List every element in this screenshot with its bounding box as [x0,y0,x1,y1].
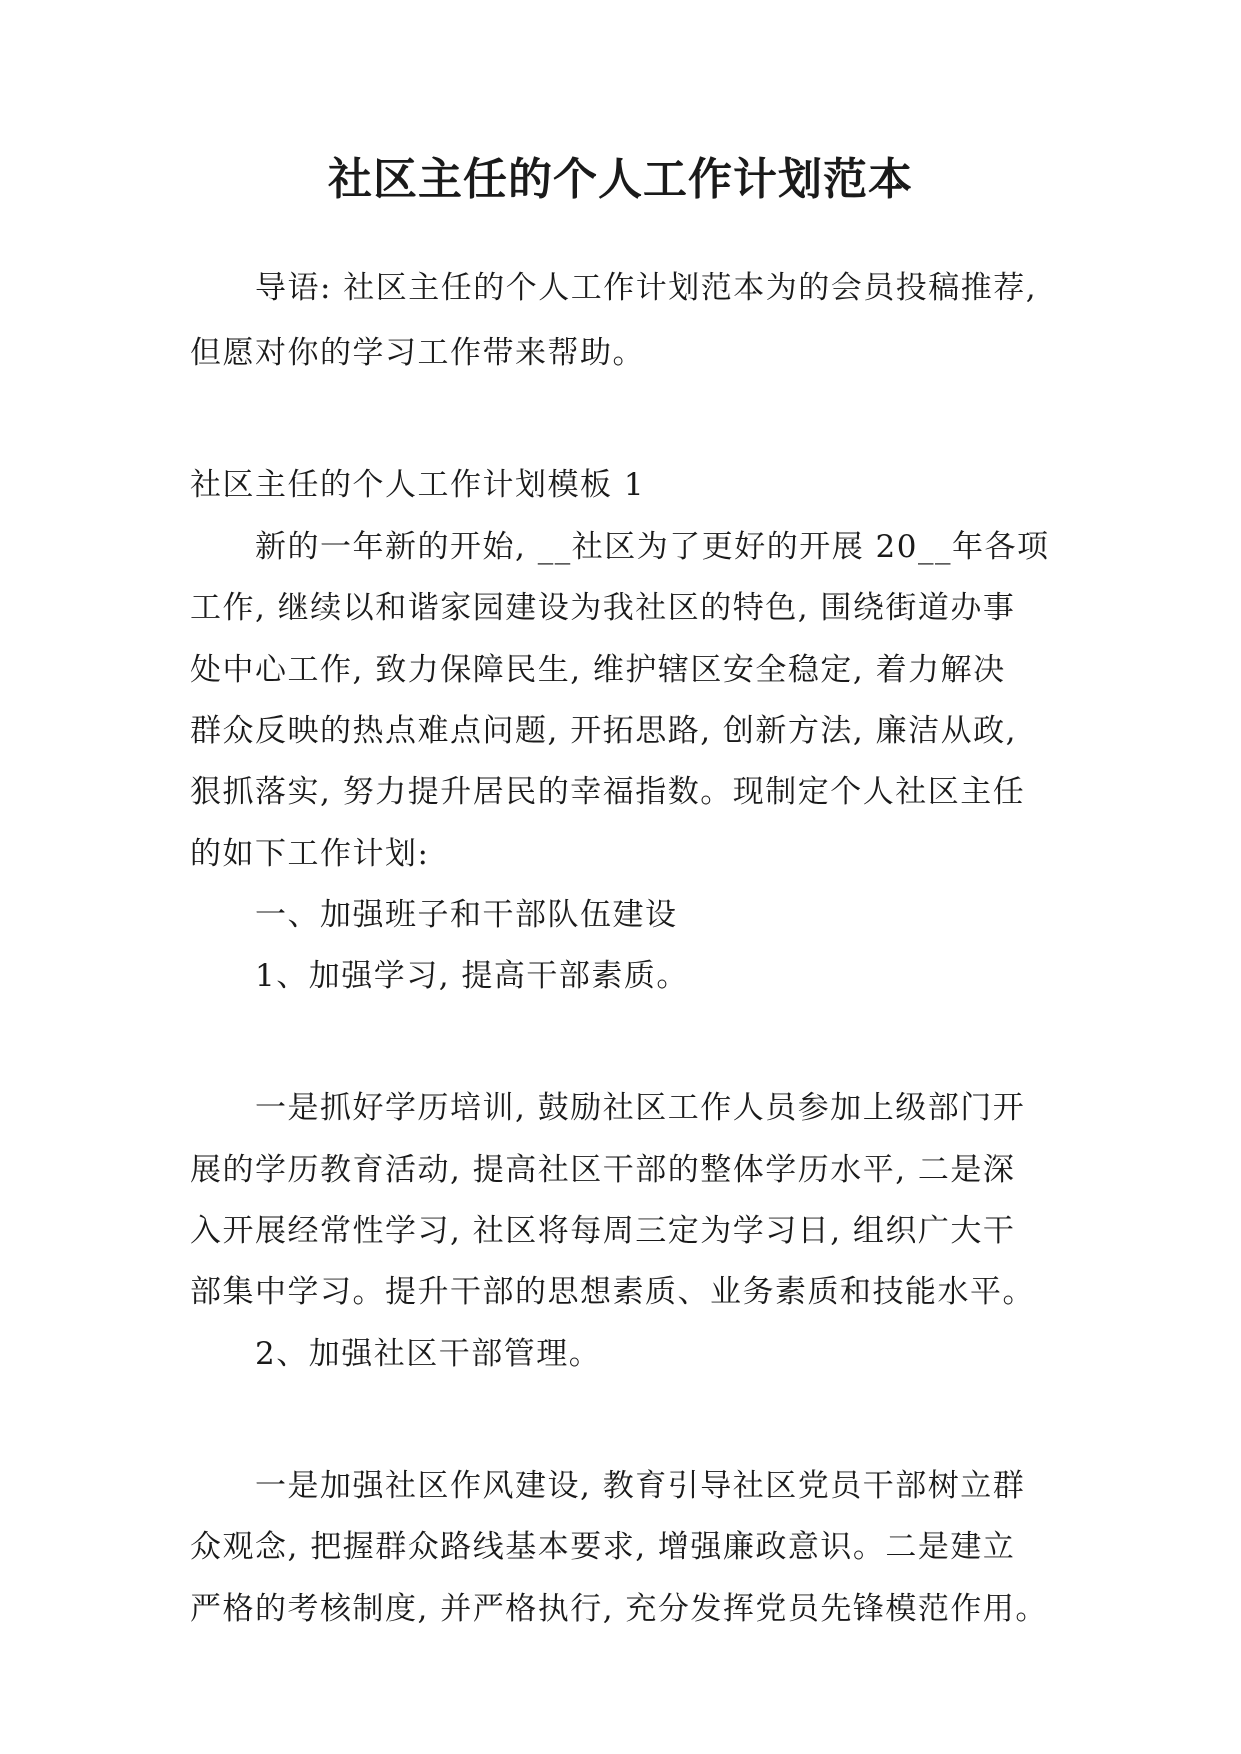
paragraph-line: 展的学历教育活动, 提高社区干部的整体学历水平, 二是深 [190,1152,1016,1188]
subheading: 2、加强社区干部管理。 [255,1336,602,1372]
paragraph-line: 群众反映的热点难点问题, 开拓思路, 创新方法, 廉洁从政, [190,713,1017,749]
paragraph-line: 新的一年新的开始, __社区为了更好的开展 20__年各项 [255,529,1050,565]
intro-line-2: 但愿对你的学习工作带来帮助。 [190,335,645,371]
subheading: 一、加强班子和干部队伍建设 [255,897,678,933]
paragraph-line: 严格的考核制度, 并严格执行, 充分发挥党员先锋模范作用。 [190,1591,1048,1627]
paragraph-line: 一是抓好学历培训, 鼓励社区工作人员参加上级部门开 [255,1090,1026,1126]
paragraph-line: 狠抓落实, 努力提升居民的幸福指数。现制定个人社区主任 [190,774,1026,810]
document-title: 社区主任的个人工作计划范本 [328,154,913,205]
paragraph-line: 一是加强社区作风建设, 教育引导社区党员干部树立群 [255,1468,1026,1504]
paragraph-line: 众观念, 把握群众路线基本要求, 增强廉政意识。二是建立 [190,1529,1016,1565]
paragraph-line: 入开展经常性学习, 社区将每周三定为学习日, 组织广大干 [190,1213,1016,1249]
paragraph-line: 工作, 继续以和谐家园建设为我社区的特色, 围绕街道办事 [190,590,1016,626]
section-heading: 社区主任的个人工作计划模板 1 [190,467,646,503]
paragraph-line: 的如下工作计划: [190,836,430,872]
paragraph-line: 部集中学习。提升干部的思想素质、业务素质和技能水平。 [190,1274,1035,1310]
intro-line-1: 导语: 社区主任的个人工作计划范本为的会员投稿推荐, [255,270,1038,306]
paragraph-line: 处中心工作, 致力保障民生, 维护辖区安全稳定, 着力解决 [190,652,1006,688]
subheading: 1、加强学习, 提高干部素质。 [255,958,689,994]
